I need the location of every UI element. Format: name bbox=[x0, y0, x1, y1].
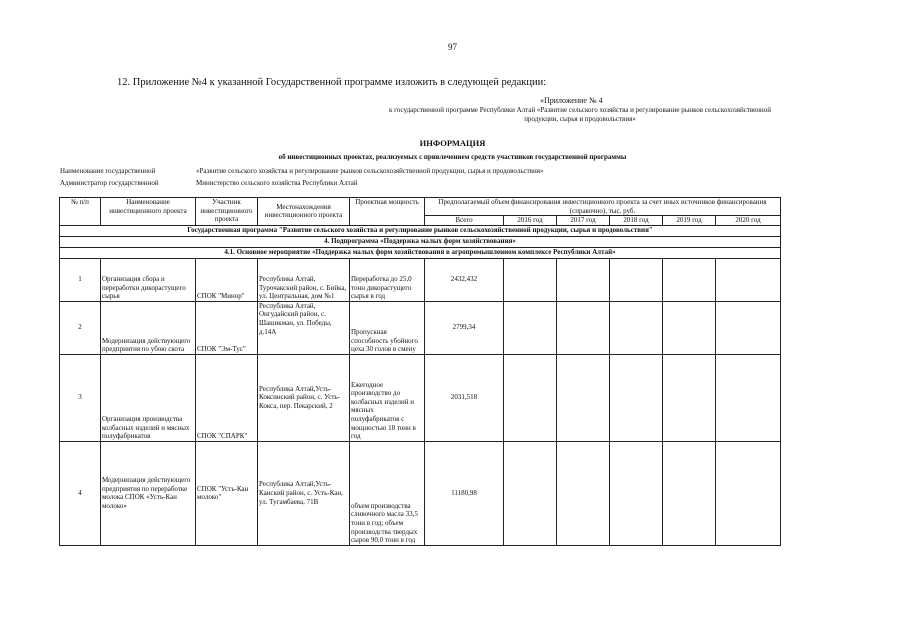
row-participant: СПОК "СПАРК" bbox=[196, 354, 258, 441]
section-row-subprogram bbox=[60, 236, 781, 247]
row-participant: СПОК "Минор" bbox=[196, 258, 258, 301]
row-name: Модернизация действующего предприятия по переработке молока СПОК «Усть-Кан молоко» bbox=[101, 441, 196, 545]
page-number: 97 bbox=[448, 42, 457, 52]
row-2019 bbox=[663, 354, 716, 441]
header-participant: Участник инвестиционного проекта bbox=[196, 198, 258, 226]
row-2018 bbox=[610, 354, 663, 441]
row-2018 bbox=[610, 258, 663, 301]
row-capacity: Ежегодное производство до колбасных изделий и мясных полуфабрикатов с мощностью 18 тонн в год bbox=[350, 354, 425, 441]
document-title: ИНФОРМАЦИЯ bbox=[419, 138, 486, 148]
header-2018: 2018 год bbox=[610, 216, 663, 226]
row-capacity: Пропускная способность убойного цеха 30 голов в смену bbox=[350, 301, 425, 354]
table-row bbox=[60, 441, 781, 545]
row-2020 bbox=[716, 301, 781, 354]
section-subprogram: 4. Подпрограмма «Поддержка малых форм хозяйствования» bbox=[60, 236, 781, 247]
row-capacity: Переработка до 25,0 тонн дикорастущего сырья в год bbox=[350, 258, 425, 301]
row-2017 bbox=[557, 354, 610, 441]
annex-label: «Приложение № 4 bbox=[540, 96, 603, 105]
row-2017 bbox=[557, 258, 610, 301]
program-value: «Развитие сельского хозяйства и регулирование рынков сельскохозяйственной продукции, сырья и продовольствия» bbox=[196, 167, 544, 175]
row-2016 bbox=[504, 301, 557, 354]
row-2019 bbox=[663, 441, 716, 545]
header-2016: 2016 год bbox=[504, 216, 557, 226]
table-header-row bbox=[60, 198, 781, 216]
amendment-intro: 12. Приложение №4 к указанной Государственной программе изложить в следующей редакции: bbox=[117, 77, 547, 88]
header-funding: Предполагаемый объем финансирования инвестиционного проекта за счет иных источников финансирования (справочно), тыс. руб. bbox=[425, 198, 781, 216]
header-num: № п/п bbox=[60, 198, 101, 226]
section-program: Государственная программа "Развитие сельского хозяйства и регулирование рынков сельскохозяйственной продукции, сырья и продовольствия" bbox=[60, 225, 781, 236]
investment-projects-table bbox=[59, 197, 781, 546]
table-row bbox=[60, 301, 781, 354]
row-total: 2432,432 bbox=[425, 258, 504, 301]
header-location: Местонахождения инвестиционного проекта bbox=[258, 198, 350, 226]
row-location: Республика Алтай,Усть-Канский район, с. Усть-Кан, ул. Тугамбаева, 71В bbox=[258, 441, 350, 545]
row-2018 bbox=[610, 301, 663, 354]
table-row bbox=[60, 258, 781, 301]
admin-value: Министерство сельского хозяйства Республики Алтай bbox=[196, 179, 358, 187]
row-2020 bbox=[716, 441, 781, 545]
row-location: Республика Алтай, Турочакский район, с. Бийка, ул. Центральная, дом №1 bbox=[258, 258, 350, 301]
row-participant: СПОК "Усть-Кан молоко" bbox=[196, 441, 258, 545]
header-2020: 2020 год bbox=[716, 216, 781, 226]
row-2020 bbox=[716, 258, 781, 301]
document-subtitle: об инвестиционных проектах, реализуемых с привлечением средств участников государственной программы bbox=[278, 153, 627, 161]
program-label: Наименование государственной bbox=[60, 167, 156, 175]
row-2019 bbox=[663, 258, 716, 301]
table-row bbox=[60, 354, 781, 441]
row-2018 bbox=[610, 441, 663, 545]
row-num: 1 bbox=[60, 258, 101, 301]
section-row-activity bbox=[60, 247, 781, 258]
row-name: Организация сбора и переработки дикорастущего сырья bbox=[101, 258, 196, 301]
row-capacity: объем производства сливочного масла 33,5 тонн в год; объем производства твердых сыров 90,0 тонн в год bbox=[350, 441, 425, 545]
row-total: 11180,98 bbox=[425, 441, 504, 545]
header-2017: 2017 год bbox=[557, 216, 610, 226]
row-2016 bbox=[504, 258, 557, 301]
row-location: Республика Алтай, Онгудайский район, с. Шашикман, ул. Победы, д.14А bbox=[258, 301, 350, 354]
row-2017 bbox=[557, 441, 610, 545]
row-num: 3 bbox=[60, 354, 101, 441]
row-2020 bbox=[716, 354, 781, 441]
row-2016 bbox=[504, 441, 557, 545]
header-2019: 2019 год bbox=[663, 216, 716, 226]
section-row-program bbox=[60, 225, 781, 236]
row-participant: СПОК "Эм-Тус" bbox=[196, 301, 258, 354]
header-name: Наименование инвестиционного проекта bbox=[101, 198, 196, 226]
annex-description: к государственной программе Республики Алтай «Развитие сельского хозяйства и регулирование рынков сельскохозяйственной продукции, сырья и продовольствия» bbox=[389, 106, 771, 123]
row-name: Модернизация действующего предприятия по убою скота bbox=[101, 301, 196, 354]
row-2019 bbox=[663, 301, 716, 354]
row-2016 bbox=[504, 354, 557, 441]
row-num: 2 bbox=[60, 301, 101, 354]
row-total: 2799,34 bbox=[425, 301, 504, 354]
row-num: 4 bbox=[60, 441, 101, 545]
section-activity: 4.1. Основное мероприятие «Поддержка малых форм хозяйствования в агропромышленном комплексе Республики Алтай» bbox=[60, 247, 781, 258]
row-location: Республика Алтай,Усть-Коксинский район, с. Усть-Кокса, пер. Пекарский, 2 bbox=[258, 354, 350, 441]
row-total: 2031,518 bbox=[425, 354, 504, 441]
header-capacity: Проектная мощность bbox=[350, 198, 425, 226]
admin-label: Администратор государственной bbox=[60, 179, 159, 187]
row-2017 bbox=[557, 301, 610, 354]
header-total: Всего bbox=[425, 216, 504, 226]
row-name: Организация производства колбасных изделий и мясных полуфабрикатов bbox=[101, 354, 196, 441]
